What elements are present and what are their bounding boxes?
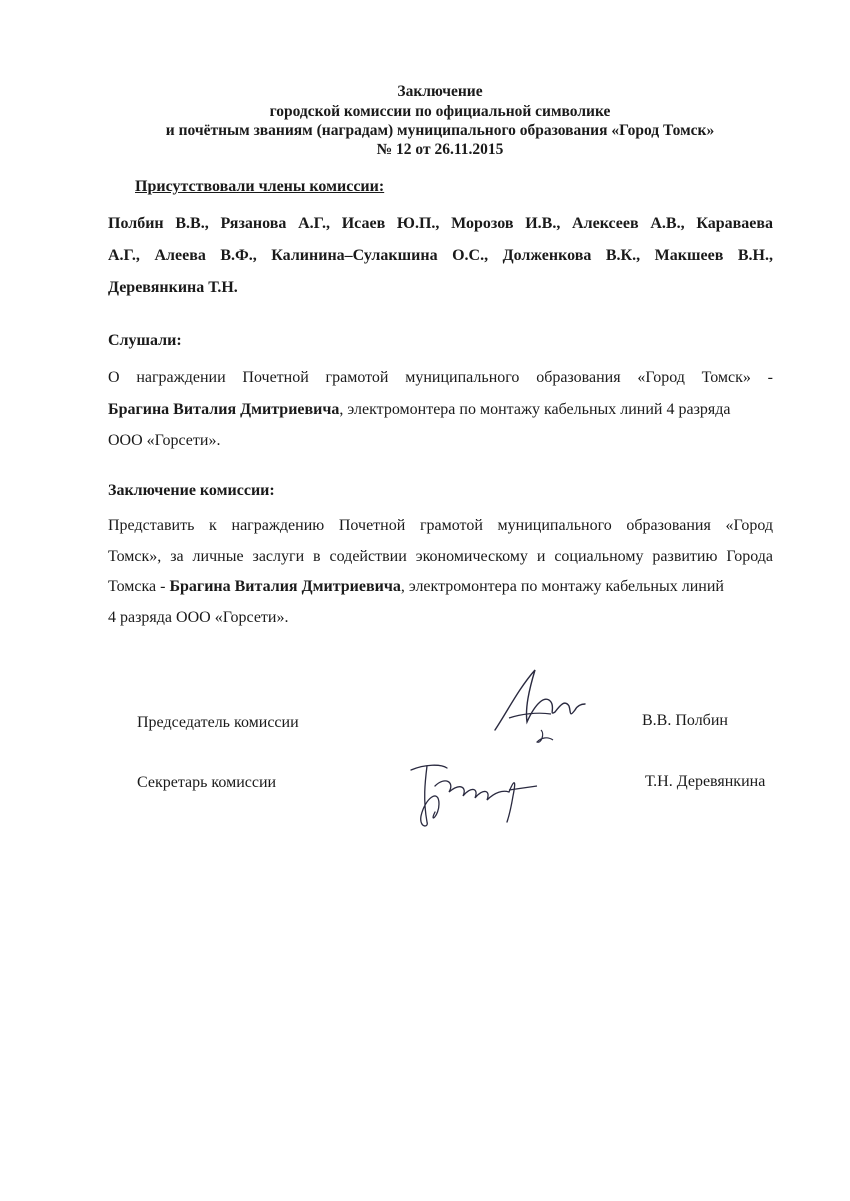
conclusion-line-1: Представить к награждению Почетной грамотой муниципального образования «Город	[108, 517, 773, 534]
present-list-line-3: Деревянкина Т.Н.	[108, 279, 238, 296]
heard-heading: Слушали:	[108, 332, 182, 349]
secretary-name: Т.Н. Деревянкина	[645, 773, 766, 790]
present-heading: Присутствовали члены комиссии:	[135, 178, 385, 195]
secretary-signature	[405, 752, 545, 834]
conclusion-heading: Заключение комиссии:	[108, 482, 275, 499]
awardee-name-2: Брагина Виталия Дмитриевича	[169, 578, 401, 595]
conclusion-line-3: Томска - Брагина Виталия Дмитриевича, электромонтера по монтажу кабельных линий	[108, 578, 724, 595]
heard-line-1: О награждении Почетной грамотой муниципального образования «Город Томск» -	[108, 369, 773, 386]
doc-subtitle-2: и почётным званиям (наградам) муниципального образования «Город Томск»	[165, 122, 715, 139]
chair-name: В.В. Полбин	[642, 712, 728, 729]
present-list-line-2: А.Г., Алеева В.Ф., Калинина–Сулакшина О.С., Долженкова В.К., Макшеев В.Н.,	[108, 247, 773, 264]
chair-signature	[485, 660, 595, 750]
doc-subtitle-1: городской комиссии по официальной символике	[269, 103, 611, 120]
awardee-name: Брагина Виталия Дмитриевича	[108, 401, 340, 418]
doc-number-date: № 12 от 26.11.2015	[376, 141, 504, 158]
conclusion-line-4: 4 разряда ООО «Горсети».	[108, 609, 289, 626]
doc-title: Заключение	[397, 83, 483, 100]
conclusion-line-2: Томск», за личные заслуги в содействии экономическому и социальному развитию Города	[108, 548, 773, 565]
heard-line-3: ООО «Горсети».	[108, 432, 221, 449]
heard-line-2: Брагина Виталия Дмитриевича, электромонтера по монтажу кабельных линий 4 разряда	[108, 401, 731, 418]
chair-role: Председатель комиссии	[137, 714, 299, 731]
present-list-line-1: Полбин В.В., Рязанова А.Г., Исаев Ю.П., Морозов И.В., Алексеев А.В., Караваева	[108, 215, 773, 232]
secretary-role: Секретарь комиссии	[137, 774, 277, 791]
